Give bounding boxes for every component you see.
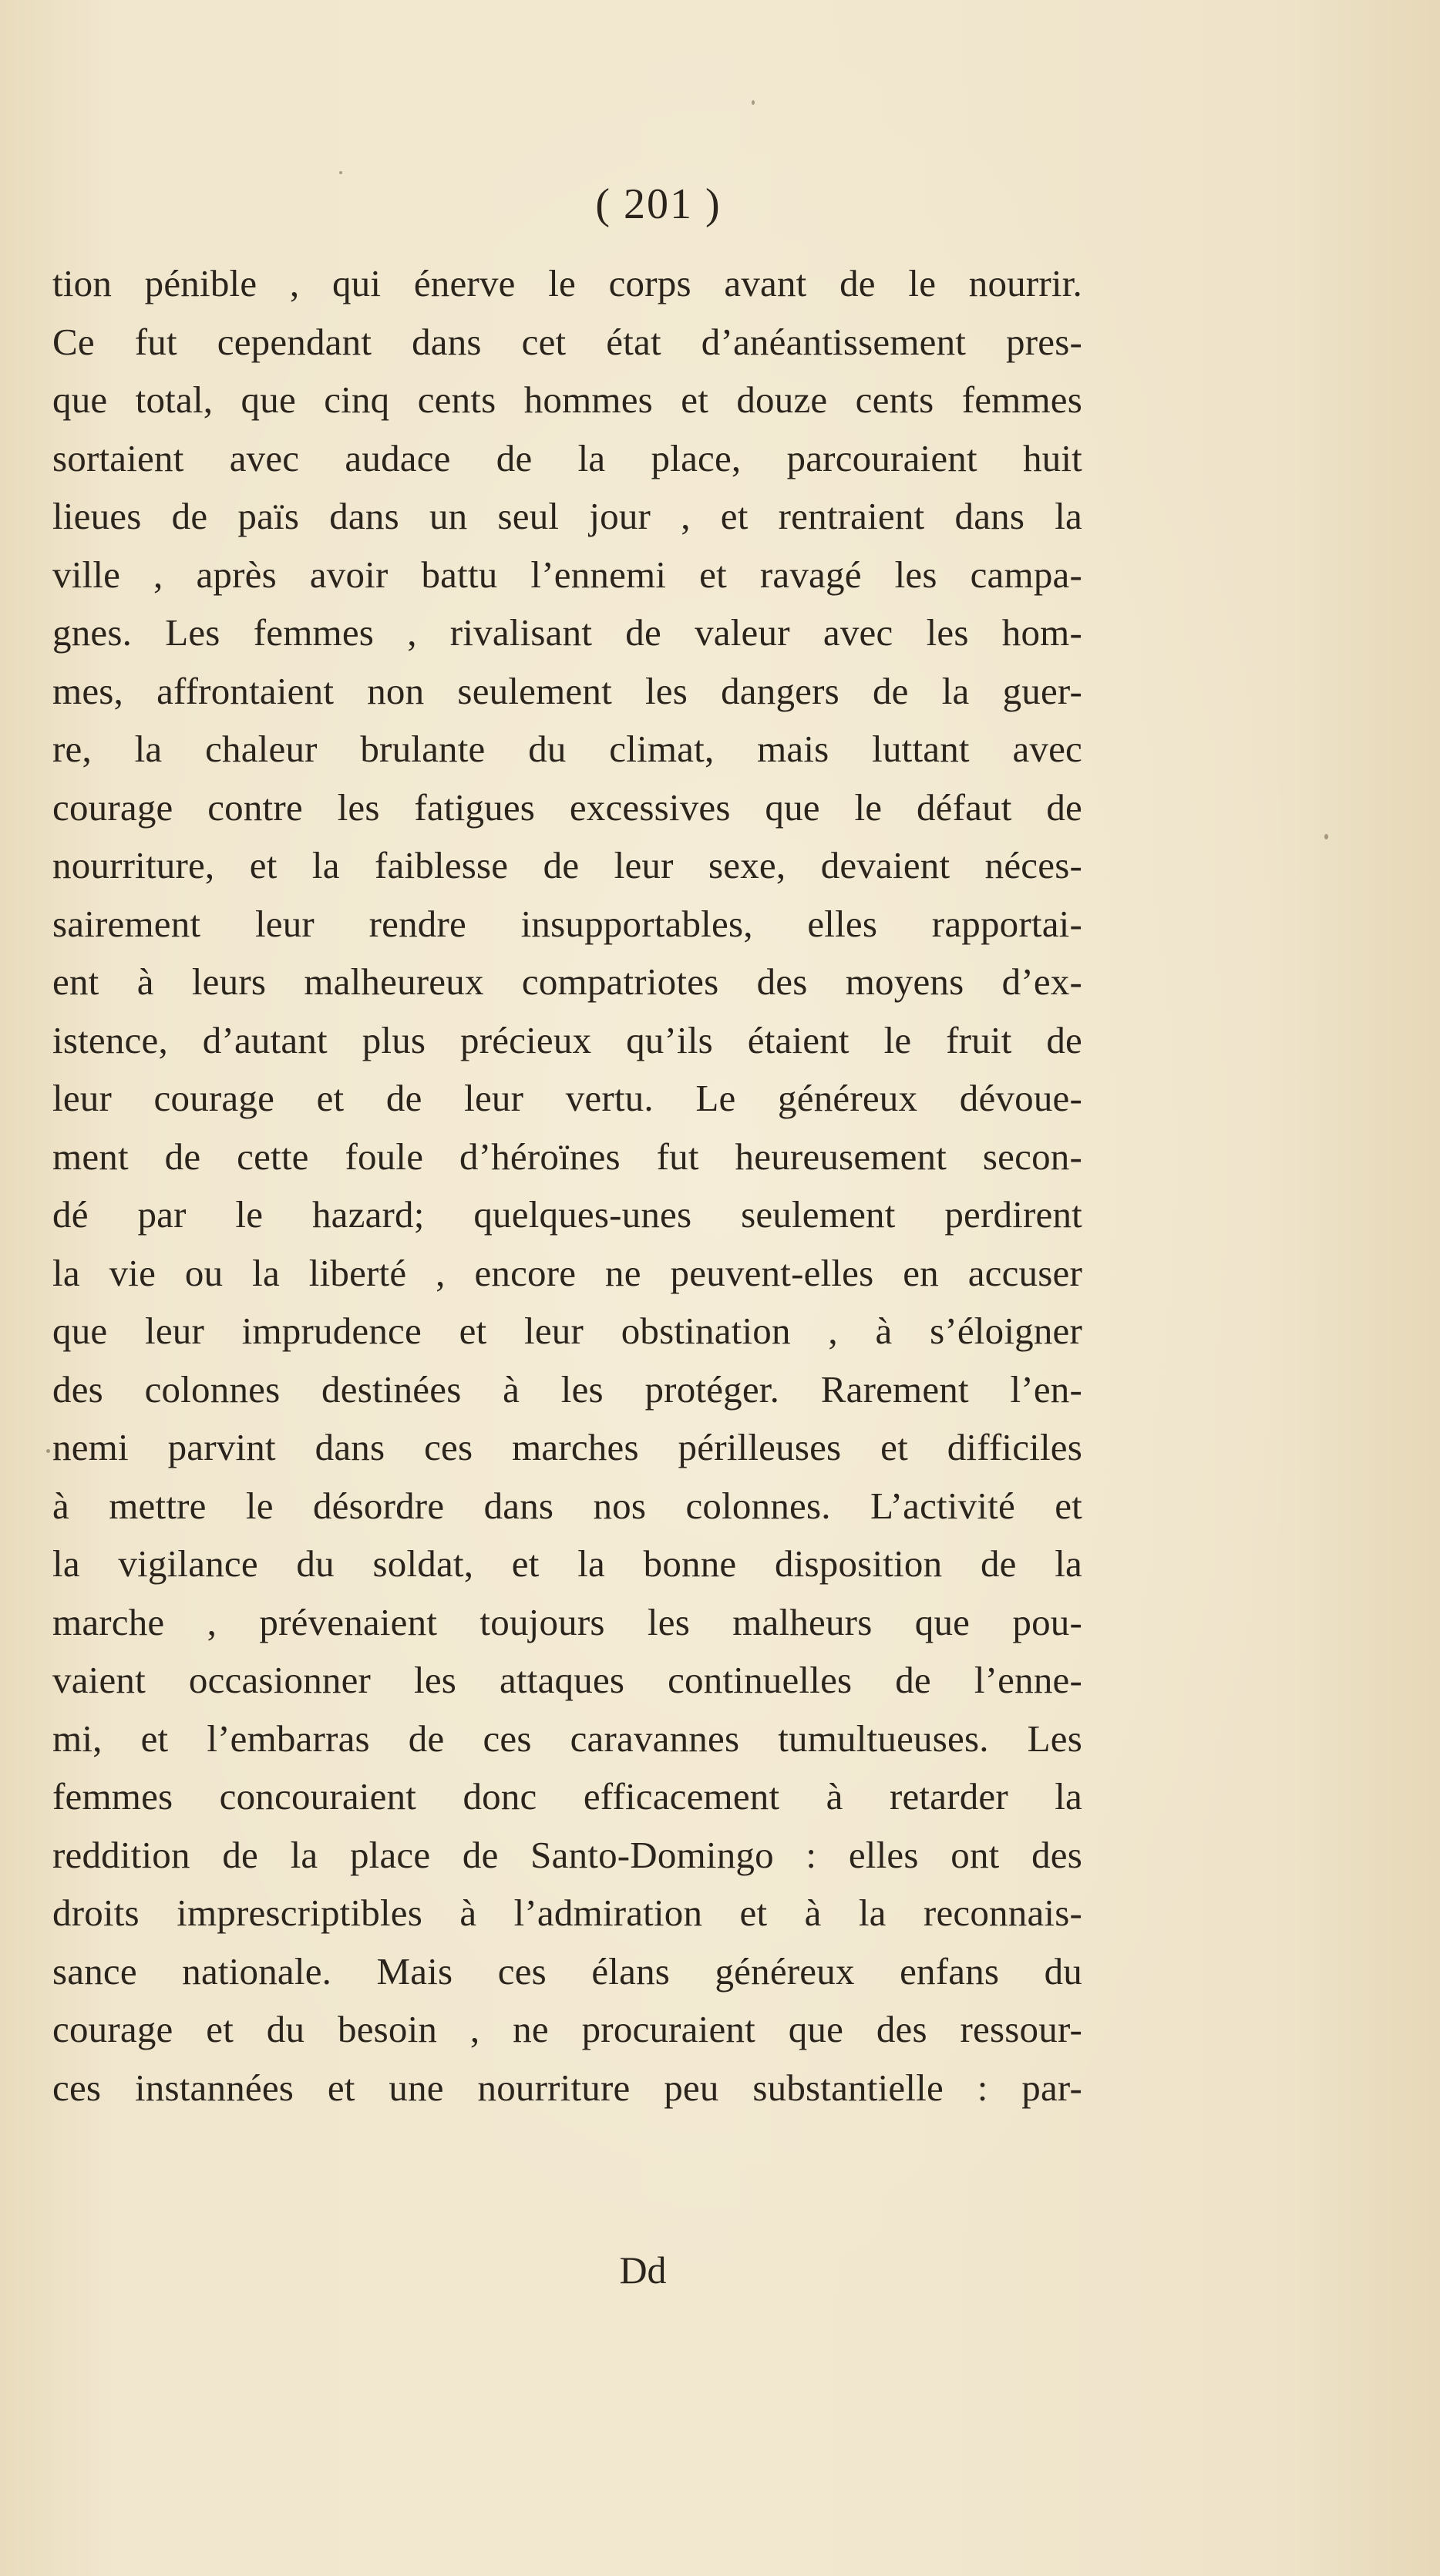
text-line: tion pénible , qui énerve le corps avant de le nourrir. [52, 262, 1082, 304]
text-line: courage contre les fatigues excessives que le défaut de [52, 785, 1082, 829]
text-line: mes, affrontaient non seulement les dangers de la guer- [52, 669, 1082, 712]
text-line: vaient occasionner les attaques continuelles de l’enne- [52, 1659, 1082, 1701]
paper-speck [1324, 834, 1328, 839]
text-line: des colonnes destinées à les protéger. Rarement l’en- [52, 1367, 1082, 1411]
text-line: mi, et l’embarras de ces caravannes tumultueuses. Les [52, 1717, 1082, 1760]
page-number-header: ( 201 ) [595, 180, 722, 228]
text-line: sortaient avec audace de la place, parcouraient huit [52, 436, 1082, 479]
body-text [52, 254, 1082, 2117]
text-line: la vigilance du soldat, et la bonne disposition de la [52, 1542, 1082, 1585]
text-line: à mettre le désordre dans nos colonnes. L’activité et [52, 1484, 1082, 1527]
text-line: ville , après avoir battu l’ennemi et ravagé les campa- [52, 553, 1082, 596]
text-line: nemi parvint dans ces marches périlleuses et difficiles [52, 1426, 1082, 1468]
text-line: ces instannées et une nourriture peu substantielle : par- [52, 2066, 1082, 2109]
text-line: sairement leur rendre insupportables, elles rapportai- [52, 902, 1082, 945]
text-line: droits imprescriptibles à l’admiration et à la reconnais- [52, 1892, 1082, 1934]
text-line: marche , prévenaient toujours les malheurs que pou- [52, 1600, 1082, 1643]
signature-mark: Dd [619, 2248, 667, 2292]
text-line: ment de cette foule d’héroïnes fut heureusement secon- [52, 1135, 1082, 1178]
text-line: femmes concouraient donc efficacement à retarder la [52, 1775, 1082, 1818]
text-line: la vie ou la liberté , encore ne peuvent-elles en accuser [52, 1251, 1082, 1294]
text-line: reddition de la place de Santo-Domingo : elles ont des [52, 1833, 1082, 1876]
text-line: istence, d’autant plus précieux qu’ils étaient le fruit de [52, 1018, 1082, 1061]
text-line: que leur imprudence et leur obstination , à s’éloigner [52, 1310, 1082, 1352]
text-line: sance nationale. Mais ces élans généreux enfans du [52, 1949, 1082, 1993]
text-line: re, la chaleur brulante du climat, mais luttant avec [52, 728, 1082, 770]
text-line: Ce fut cependant dans cet état d’anéantissement pres- [52, 320, 1082, 363]
text-line: lieues de païs dans un seul jour , et rentraient dans la [52, 495, 1082, 537]
text-line: gnes. Les femmes , rivalisant de valeur avec les hom- [52, 611, 1082, 654]
paper-speck [46, 1449, 50, 1453]
paper-speck [752, 100, 755, 105]
text-line: que total, que cinq cents hommes et douze cents femmes [52, 378, 1082, 421]
text-line: leur courage et de leur vertu. Le généreux dévoue- [52, 1077, 1082, 1119]
text-line: nourriture, et la faiblesse de leur sexe, devaient néces- [52, 844, 1082, 886]
text-line: ent à leurs malheureux compatriotes des moyens d’ex- [52, 960, 1082, 1003]
text-line: courage et du besoin , ne procuraient que des ressour- [52, 2008, 1082, 2050]
text-line: dé par le hazard; quelques-unes seulement perdirent [52, 1193, 1082, 1236]
paper-speck [339, 171, 342, 174]
